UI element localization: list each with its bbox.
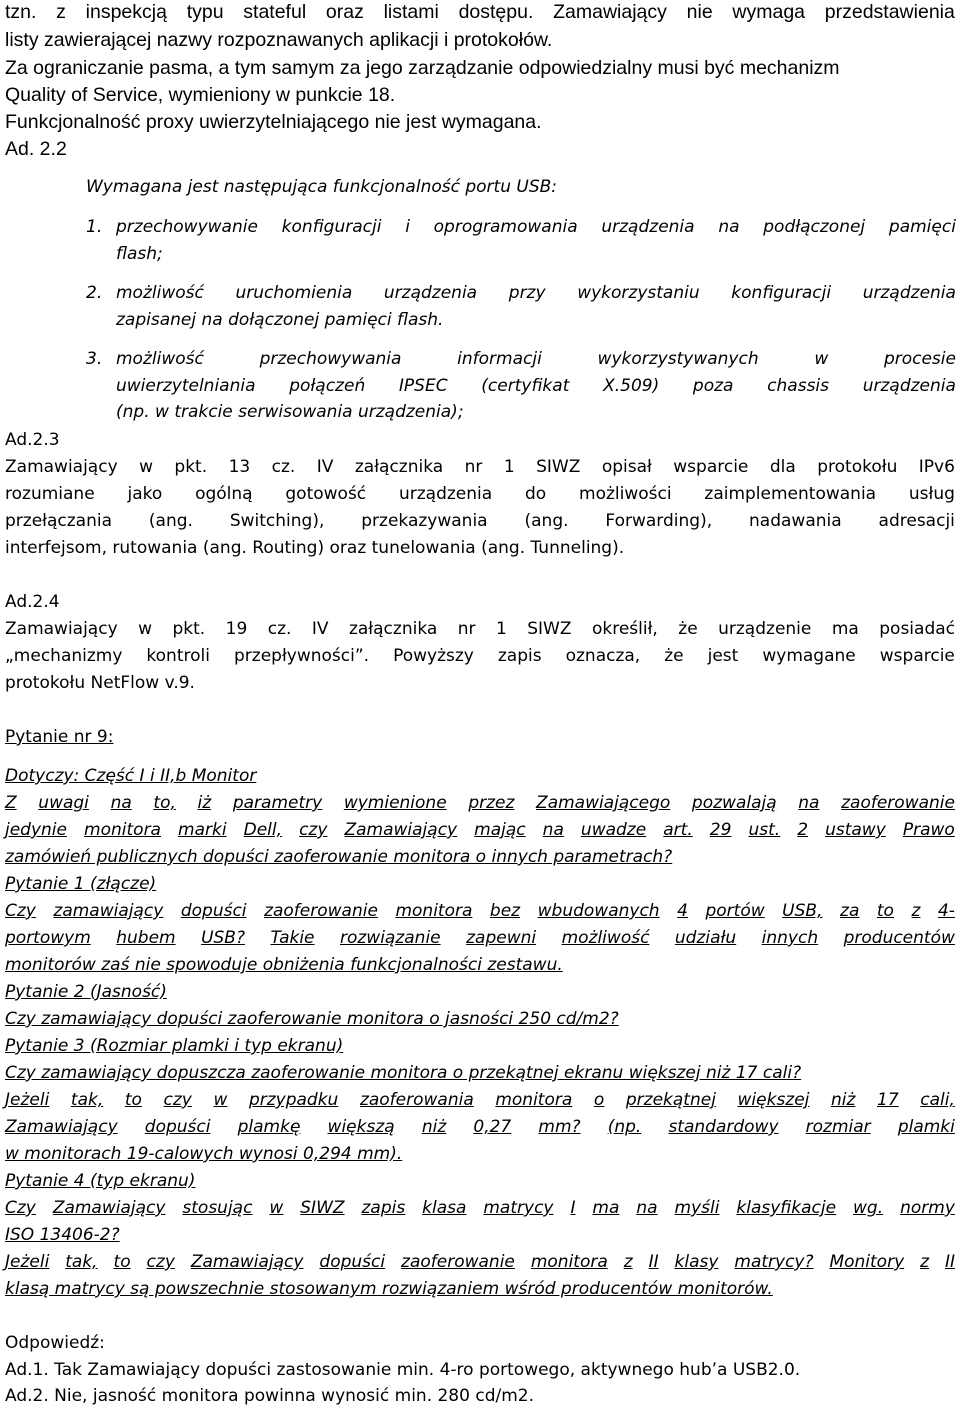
word: normy [900, 1198, 955, 1218]
word: inspekcją [85, 1, 167, 23]
word: konfiguracji [281, 217, 382, 237]
word: 17 [877, 1090, 899, 1110]
word: myśli [674, 1198, 720, 1218]
word: plamkę [237, 1117, 301, 1137]
word: Zamawiający [5, 1117, 118, 1137]
word: Switching), [229, 511, 325, 531]
word: adresacji [878, 511, 955, 531]
word: chassis [767, 376, 830, 396]
word: jest [707, 646, 739, 666]
word: nie [686, 1, 713, 23]
word: możliwość [116, 283, 204, 303]
word: tak, [65, 1252, 98, 1272]
word: zapis [497, 646, 542, 666]
word: oznacza, [565, 646, 641, 666]
word: monitora [495, 1090, 573, 1110]
word: SIWZ [527, 619, 572, 639]
word: w [213, 1090, 228, 1110]
word: Dell, [243, 820, 283, 840]
question-subheading: Pytanie 4 (typ ekranu) [5, 1171, 196, 1191]
word: monitora [395, 901, 473, 921]
word: że [664, 646, 684, 666]
question-line [5, 1195, 955, 1222]
answer-title: Odpowiedź: [5, 1333, 105, 1353]
word: zaimplementowania [704, 484, 877, 504]
question-line: Czy zamawiający dopuści zaoferowanie monitora o jasności 250 cd/m2? [5, 1009, 619, 1029]
text-line: protokołu NetFlow v.9. [5, 673, 195, 693]
word: „mechanizmy [5, 646, 123, 666]
question-line [5, 790, 955, 817]
word: pozwalają [691, 793, 777, 813]
word: niż [421, 1117, 447, 1137]
word: z [911, 901, 921, 921]
word: ma [831, 619, 859, 639]
question-line [5, 817, 955, 844]
word: podłączonej [763, 217, 866, 237]
list-item-line: zapisanej na dołączonej pamięci flash. [116, 310, 444, 330]
word: usług [908, 484, 955, 504]
word: uruchomienia [235, 283, 353, 303]
word: udziału [674, 928, 737, 948]
word: zaoferowanie [841, 793, 955, 813]
word: stateful [243, 1, 307, 23]
word: przekątnej [625, 1090, 716, 1110]
word: posiadać [879, 619, 955, 639]
question-line: klasą matrycy są powszechnie stosowanym rozwiązaniem wśród producentów monitorów. [5, 1279, 773, 1299]
word: ma [592, 1198, 620, 1218]
word: zaoferowania [359, 1090, 474, 1110]
word: monitora [530, 1252, 608, 1272]
question-subheading: Pytanie 2 (Jasność) [5, 982, 167, 1002]
word: Zamawiającego [536, 793, 671, 813]
word: nr [457, 619, 476, 639]
word: art. [663, 820, 693, 840]
word: za [840, 901, 860, 921]
word: wbudowanych [537, 901, 660, 921]
word: klasy [674, 1252, 719, 1272]
question-subheading: Pytanie 3 (Rozmiar plamki i typ ekranu) [5, 1036, 344, 1056]
word: pamięci [888, 217, 956, 237]
word: w [269, 1198, 284, 1218]
word: konfiguracji [731, 283, 832, 303]
word: wymagane [762, 646, 856, 666]
word: matrycy [483, 1198, 554, 1218]
word: większej [737, 1090, 810, 1110]
word: tak, [70, 1090, 104, 1110]
question-title: Pytanie nr 9: [5, 727, 114, 747]
word: USB, [782, 901, 823, 921]
word: czy [146, 1252, 175, 1272]
word: dostępu. [458, 1, 534, 23]
word: Zamawiający [52, 1198, 166, 1218]
word: na [110, 793, 132, 813]
word: to [113, 1252, 131, 1272]
word: wymaga [732, 1, 806, 23]
question-line: ISO 13406-2? [5, 1225, 120, 1245]
word: dla [769, 457, 796, 477]
question-line: zamówień publicznych dopuści zaoferowanie monitora o innych parametrach? [5, 847, 673, 867]
word: II [648, 1252, 659, 1272]
question-subject: Dotyczy: Część I i II,b Monitor [5, 766, 257, 786]
section-label: Ad.2.4 [5, 592, 60, 612]
word: ogólną [195, 484, 253, 504]
word: IPSEC [398, 376, 448, 396]
word: na [636, 1198, 658, 1218]
word: nadawania [749, 511, 842, 531]
word: parametry [232, 793, 323, 813]
word: cz. [267, 619, 292, 639]
word: Powyższy [393, 646, 474, 666]
word: typu [186, 1, 224, 23]
word: do [525, 484, 547, 504]
word: rozumiane [5, 484, 95, 504]
word: uwagi [38, 793, 89, 813]
word: możliwość [561, 928, 650, 948]
word: urządzenia [398, 484, 493, 504]
word: Prawo [902, 820, 955, 840]
word: w [814, 349, 829, 369]
list-item-line [116, 373, 956, 400]
list-item-line: (np. w trakcie serwisowania urządzenia); [116, 402, 464, 422]
text-line: interfejsom, rutowania (ang. Routing) oraz tunelowania (ang. Tunneling). [5, 538, 625, 558]
word: zaoferowanie [401, 1252, 515, 1272]
word: IPv6 [918, 457, 955, 477]
word: jedynie [5, 820, 67, 840]
list-item-line [116, 214, 956, 241]
word: zaoferowanie [264, 901, 378, 921]
list-number: 1. [86, 217, 103, 237]
word: 2 [797, 820, 809, 840]
word: przechowywania [259, 349, 402, 369]
word: IV [316, 457, 334, 477]
word: stosując [182, 1198, 253, 1218]
word: czy [299, 820, 328, 840]
word: przekazywania [361, 511, 488, 531]
word: informacji [457, 349, 542, 369]
list-number: 2. [86, 283, 103, 303]
question-subheading: Pytanie 1 (złącze) [5, 874, 157, 894]
word: producentów [843, 928, 955, 948]
word: pkt. [174, 457, 208, 477]
list-item-line [116, 280, 956, 307]
word: poza [692, 376, 734, 396]
word: X.509) [603, 376, 660, 396]
word: portowym [5, 928, 91, 948]
word: to, [153, 793, 176, 813]
word: w [139, 457, 153, 477]
word: możliwości [579, 484, 672, 504]
word: Zamawiający [190, 1252, 304, 1272]
word: tzn. [5, 1, 37, 23]
word: plamki [897, 1117, 955, 1137]
answer-line: Ad.2. Nie, jasność monitora powinna wynosić min. 280 cd/m2. [5, 1386, 534, 1406]
word: USB? [201, 928, 245, 948]
section-label: Ad. 2.2 [5, 138, 67, 160]
word: z [623, 1252, 633, 1272]
word: 4- [937, 901, 955, 921]
word: dopuści [319, 1252, 386, 1272]
word: że [678, 619, 698, 639]
word: opisał [601, 457, 652, 477]
word: dopuści [144, 1117, 211, 1137]
word: (np. [607, 1117, 642, 1137]
word: (certyfikat [481, 376, 570, 396]
word: mm? [538, 1117, 581, 1137]
question-line: w monitorach 19-calowych wynosi 0,294 mm). [5, 1144, 403, 1164]
word: zapewni [466, 928, 537, 948]
question-line [5, 1087, 955, 1114]
word: (ang. [524, 511, 569, 531]
text-line [5, 481, 955, 508]
word: wsparcie [879, 646, 955, 666]
word: urządzenie [718, 619, 812, 639]
word: Forwarding), [605, 511, 713, 531]
word: o [593, 1090, 605, 1110]
word: urządzenia [862, 376, 956, 396]
question-line [5, 1249, 955, 1276]
word: pkt. [172, 619, 206, 639]
text-line: Za ograniczanie pasma, a tym samym za jego zarządzanie odpowiedzialny musi być mechanizm [5, 57, 840, 79]
word: matrycy? [734, 1252, 814, 1272]
word: Zamawiający [344, 820, 458, 840]
usb-heading: Wymagana jest następująca funkcjonalność portu USB: [86, 177, 558, 197]
word: nr [464, 457, 483, 477]
word: Jeżeli [5, 1252, 50, 1272]
word: Czy [5, 1198, 36, 1218]
word: niż [831, 1090, 856, 1110]
word: to [124, 1090, 142, 1110]
word: Z [5, 793, 17, 813]
word: zamawiający [53, 901, 164, 921]
word: Takie [270, 928, 315, 948]
word: jako [127, 484, 163, 504]
word: kontroli [146, 646, 210, 666]
word: możliwość [116, 349, 204, 369]
word: zapis [361, 1198, 406, 1218]
word: Zamawiający [5, 619, 118, 639]
word: rozmiar [805, 1117, 871, 1137]
word: innych [761, 928, 819, 948]
word: monitora [84, 820, 161, 840]
text-line [5, 616, 955, 643]
word: Zamawiający [5, 457, 118, 477]
word: IV [311, 619, 329, 639]
word: uwierzytelniania [116, 376, 256, 396]
word: przełączania [5, 511, 113, 531]
section-label: Ad.2.3 [5, 430, 60, 450]
word: oraz [325, 1, 364, 23]
word: większą [327, 1117, 395, 1137]
question-line [5, 925, 955, 952]
word: ustawy [825, 820, 886, 840]
word: wykorzystaniu [577, 283, 700, 303]
word: w [138, 619, 152, 639]
word: załącznika [354, 457, 444, 477]
word: klasyfikacje [736, 1198, 837, 1218]
word: listami [383, 1, 439, 23]
word: cali, [920, 1090, 955, 1110]
word: bez [489, 901, 521, 921]
word: przepływności”. [233, 646, 370, 666]
word: na [718, 217, 740, 237]
word: I [570, 1198, 576, 1218]
word: z [56, 1, 66, 23]
word: 13 [228, 457, 251, 477]
word: przy [508, 283, 546, 303]
word: (ang. [148, 511, 193, 531]
word: protokołu [817, 457, 898, 477]
question-line: monitorów zaś nie spowoduje obniżenia funkcjonalności zestawu. [5, 955, 563, 975]
word: dopuści [180, 901, 247, 921]
word: wg. [853, 1198, 884, 1218]
word: połączeń [289, 376, 366, 396]
word: 19 [225, 619, 248, 639]
word: Jeżeli [5, 1090, 50, 1110]
text-line: Quality of Service, wymieniony w punkcie 18. [5, 84, 396, 106]
word: II [944, 1252, 955, 1272]
word: 4 [677, 901, 688, 921]
list-item-line [116, 346, 956, 373]
word: przechowywanie [116, 217, 258, 237]
text-line [5, 0, 955, 26]
word: uwadze [580, 820, 647, 840]
word: 29 [709, 820, 732, 840]
word: Zamawiający [553, 1, 667, 23]
question-line [5, 1114, 955, 1141]
word: to [876, 901, 894, 921]
word: Czy [5, 901, 36, 921]
word: rozwiązanie [339, 928, 441, 948]
word: gotowość [285, 484, 367, 504]
question-line: Czy zamawiający dopuszcza zaoferowanie monitora o przekątnej ekranu większej niż 17 cali? [5, 1063, 802, 1083]
word: ust. [748, 820, 781, 840]
word: przypadku [248, 1090, 339, 1110]
word: iż [197, 793, 212, 813]
list-number: 3. [86, 349, 103, 369]
word: wsparcie [673, 457, 749, 477]
word: mając [474, 820, 526, 840]
word: z [920, 1252, 930, 1272]
word: procesie [883, 349, 956, 369]
word: przez [468, 793, 515, 813]
word: hubem [116, 928, 176, 948]
question-line [5, 898, 955, 925]
word: wykorzystywanych [597, 349, 759, 369]
word: urządzenia [601, 217, 695, 237]
word: załącznika [348, 619, 438, 639]
word: 1 [495, 619, 507, 639]
word: urządzenia [862, 283, 956, 303]
word: przedstawienia [824, 1, 955, 23]
word: standardowy [668, 1117, 779, 1137]
word: SIWZ [536, 457, 581, 477]
word: oprogramowania [433, 217, 578, 237]
text-line [5, 454, 955, 481]
word: marki [178, 820, 227, 840]
word: SIWZ [300, 1198, 345, 1218]
word: czy [163, 1090, 192, 1110]
word: klasa [422, 1198, 467, 1218]
word: określił, [591, 619, 658, 639]
word: 1 [503, 457, 515, 477]
text-line: Funkcjonalność proxy uwierzytelniającego nie jest wymagana. [5, 111, 542, 133]
answer-line: Ad.1. Tak Zamawiający dopuści zastosowanie min. 4-ro portowego, aktywnego hub’a USB2.0. [5, 1360, 801, 1380]
list-item-line: flash; [116, 244, 163, 264]
word: i [405, 217, 410, 237]
word: cz. [271, 457, 296, 477]
word: 0,27 [473, 1117, 512, 1137]
text-line [5, 508, 955, 535]
word: Monitory [829, 1252, 905, 1272]
text-line: listy zawierającej nazwy rozpoznawanych aplikacji i protokołów. [5, 29, 553, 51]
word: na [542, 820, 564, 840]
word: urządzenia [383, 283, 478, 303]
word: wymienione [343, 793, 447, 813]
word: na [798, 793, 820, 813]
word: portów [705, 901, 765, 921]
text-line [5, 643, 955, 670]
